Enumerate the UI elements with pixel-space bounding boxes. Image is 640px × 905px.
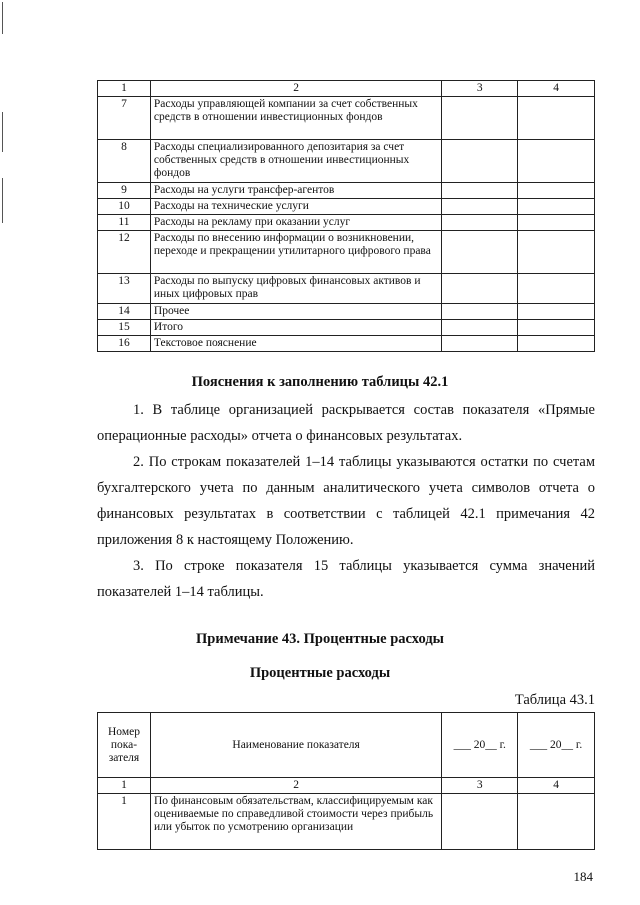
value-cell <box>518 97 595 140</box>
row-text: Текстовое пояснение <box>150 336 441 352</box>
row-number: 10 <box>98 199 151 215</box>
scan-edge-mark <box>2 178 3 223</box>
column-number: 4 <box>518 778 595 794</box>
table-row <box>98 140 595 183</box>
header-number: Номер пока-зателя <box>98 713 151 778</box>
row-number: 15 <box>98 320 151 336</box>
value-cell <box>442 215 518 231</box>
value-cell <box>442 199 518 215</box>
table-column-numbers-row <box>98 778 595 794</box>
table-header-row <box>98 713 595 778</box>
value-cell <box>442 231 518 274</box>
value-cell <box>442 794 518 850</box>
value-cell <box>518 199 595 215</box>
row-number: 13 <box>98 274 151 304</box>
table-row <box>98 183 595 199</box>
row-number: 8 <box>98 140 151 183</box>
note-heading: Примечание 43. Процентные расходы <box>196 631 444 647</box>
value-cell <box>518 231 595 274</box>
value-cell <box>518 320 595 336</box>
row-text: Расходы по выпуску цифровых финансовых активов и иных цифровых прав <box>150 274 441 304</box>
row-text: Расходы на технические услуги <box>150 199 441 215</box>
row-text: Расходы на услуги трансфер-агентов <box>150 183 441 199</box>
value-cell <box>518 336 595 352</box>
scan-edge-mark <box>2 112 3 152</box>
row-number: 12 <box>98 231 151 274</box>
value-cell <box>518 304 595 320</box>
row-number: 9 <box>98 183 151 199</box>
column-number: 4 <box>518 81 595 97</box>
explanation-paragraph-2: 2. По строкам показателей 1–14 таблицы указываются остатки по счетам бухгалтерского учета по данным аналитического учета символов отчета о финансовых результатах в соответствии с таблицей 42.1 примечания 42 приложения 8 к настоящему Положению. <box>97 454 595 548</box>
table-row <box>98 336 595 352</box>
table-row <box>98 320 595 336</box>
value-cell <box>442 140 518 183</box>
table-row <box>98 199 595 215</box>
note-subheading: Процентные расходы <box>249 665 391 681</box>
scan-edge-mark <box>2 2 3 34</box>
column-number: 1 <box>98 81 151 97</box>
row-number: 7 <box>98 97 151 140</box>
row-text: Расходы управляющей компании за счет собственных средств в отношении инвестиционных фондов <box>150 97 441 140</box>
row-text: Расходы на рекламу при оказании услуг <box>150 215 441 231</box>
value-cell <box>442 336 518 352</box>
expenses-table-42-1 <box>97 80 595 352</box>
interest-expenses-table-43-1 <box>97 712 595 850</box>
row-text: Итого <box>150 320 441 336</box>
column-number: 1 <box>98 778 151 794</box>
row-number: 16 <box>98 336 151 352</box>
table-row <box>98 97 595 140</box>
value-cell <box>518 274 595 304</box>
column-number: 2 <box>150 81 441 97</box>
row-text: Прочее <box>150 304 441 320</box>
page-number: 184 <box>573 869 593 884</box>
value-cell <box>518 183 595 199</box>
table-row <box>98 304 595 320</box>
column-number: 2 <box>150 778 441 794</box>
value-cell <box>442 97 518 140</box>
column-number: 3 <box>442 778 518 794</box>
value-cell <box>442 274 518 304</box>
header-year-previous: ___ 20__ г. <box>518 713 595 778</box>
table-row <box>98 274 595 304</box>
value-cell <box>518 215 595 231</box>
table-row <box>98 215 595 231</box>
explanation-paragraph-3: 3. По строке показателя 15 таблицы указывается сумма значений показателей 1–14 таблицы. <box>97 558 595 600</box>
value-cell <box>518 794 595 850</box>
row-text: По финансовым обязательствам, классифицируемым как оцениваемые по справедливой стоимости через прибыль или убыток по усмотрению организации <box>150 794 441 850</box>
table-header-row <box>98 81 595 97</box>
value-cell <box>442 320 518 336</box>
table-row <box>98 231 595 274</box>
explanation-paragraph-1: 1. В таблице организацией раскрывается состав показателя «Прямые операционные расходы» отчета о финансовых результатах. <box>97 402 595 444</box>
value-cell <box>442 183 518 199</box>
row-number: 14 <box>98 304 151 320</box>
explanations-heading: Пояснения к заполнению таблицы 42.1 <box>191 374 449 390</box>
column-number: 3 <box>442 81 518 97</box>
header-year-current: ___ 20__ г. <box>442 713 518 778</box>
table-row <box>98 794 595 850</box>
row-text: Расходы специализированного депозитария за счет собственных средств в отношении инвестиционных фондов <box>150 140 441 183</box>
row-number: 11 <box>98 215 151 231</box>
value-cell <box>442 304 518 320</box>
table-label: Таблица 43.1 <box>514 692 595 708</box>
row-text: Расходы по внесению информации о возникновении, переходе и прекращении утилитарного цифрового права <box>150 231 441 274</box>
value-cell <box>518 140 595 183</box>
header-name: Наименование показателя <box>150 713 441 778</box>
row-number: 1 <box>98 794 151 850</box>
